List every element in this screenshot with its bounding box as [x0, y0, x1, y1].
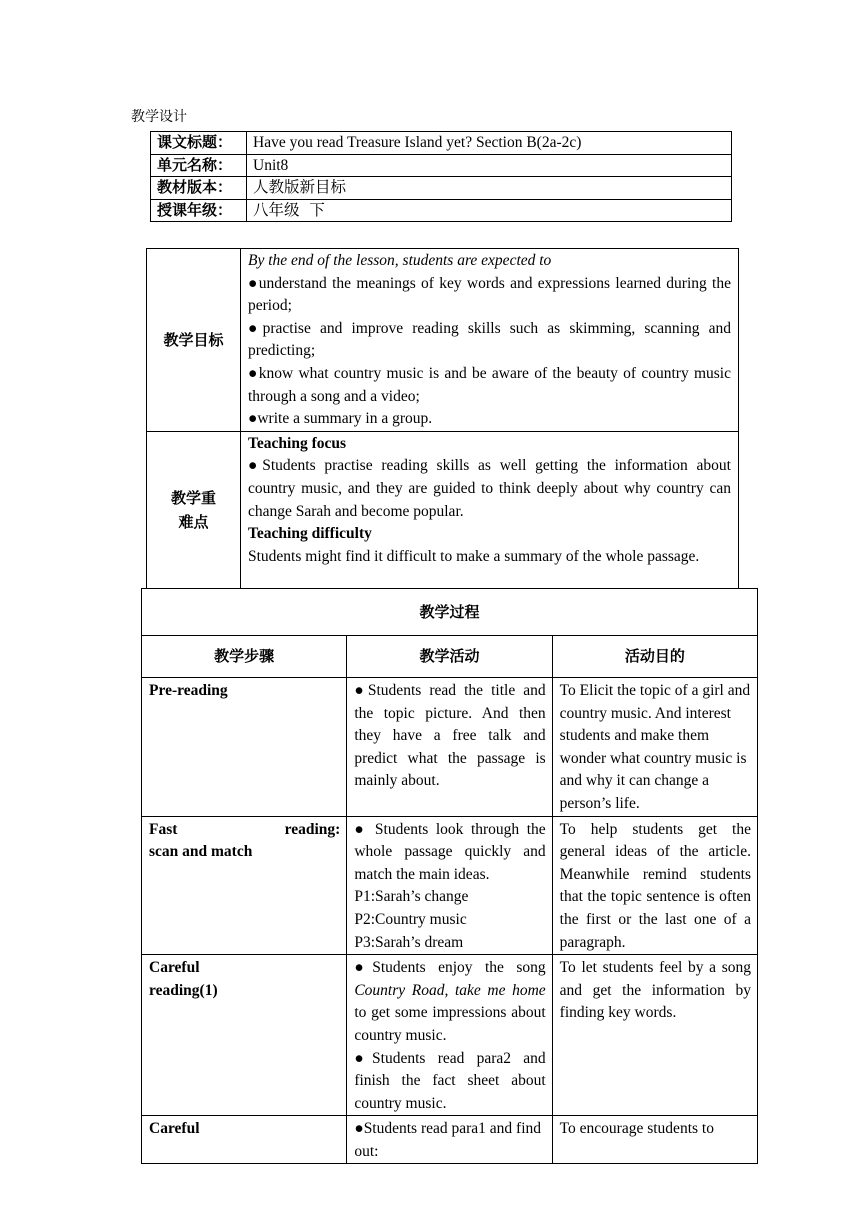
objective-item: ●know what country music is and be aware of the beauty of country music through a song and a video; — [248, 364, 731, 405]
lesson-info-table — [150, 131, 732, 222]
process-header-row — [142, 636, 758, 678]
activity-text: ●Students read para1 and find out: — [354, 1120, 542, 1160]
info-value: 八年级 下 — [247, 199, 732, 222]
activity-cell — [347, 1116, 552, 1164]
activity-text-part: ●Students enjoy the song — [354, 959, 546, 977]
step-cell — [142, 955, 347, 1116]
info-value: 人教版新目标 — [247, 177, 732, 200]
info-row-title — [151, 132, 732, 155]
info-label: 课文标题： — [151, 132, 247, 155]
teaching-focus-title: Teaching focus — [248, 434, 347, 452]
purpose-text: To let students feel by a song and get the information by finding key words. — [559, 959, 751, 1022]
header-purpose: 活动目的 — [552, 636, 757, 678]
process-row — [142, 816, 758, 955]
step-label-part: reading: — [284, 820, 341, 838]
purpose-text: To Elicit the topic of a girl and country music. And interest students and make them wonder what country music is and why it can change a person’s life. — [559, 682, 751, 812]
info-row-edition — [151, 177, 732, 200]
info-value: Have you read Treasure Island yet? Section B(2a-2c) — [247, 132, 732, 155]
step-cell — [142, 678, 347, 817]
info-value: Unit8 — [247, 154, 732, 177]
process-row — [142, 1116, 758, 1164]
step-label-part: Fast — [149, 820, 178, 838]
step-cell — [142, 1116, 347, 1164]
key-points-row — [147, 431, 739, 588]
teaching-difficulty-text: Students might find it difficult to make a summary of the whole passage. — [248, 547, 700, 565]
objectives-row — [147, 249, 739, 432]
activity-text — [354, 957, 545, 1047]
activity-cell — [347, 816, 552, 955]
objective-item: ●understand the meanings of key words and expressions learned during the period; — [248, 274, 731, 315]
purpose-cell — [552, 816, 757, 955]
purpose-cell — [552, 955, 757, 1116]
purpose-text: To encourage students to — [559, 1120, 714, 1138]
step-label-line: reading(1) — [149, 981, 218, 999]
activity-cell — [347, 678, 552, 817]
activity-text: ● Students look through the whole passage quickly and match the main ideas. — [354, 820, 546, 883]
objectives-content — [241, 249, 739, 432]
objective-item: ●write a summary in a group. — [248, 410, 433, 428]
activity-text: ●Students read the title and the topic picture. And then they have a free talk and predict what the passage is mainly about. — [354, 682, 546, 790]
process-title-row — [142, 589, 758, 636]
step-label: Careful — [149, 1120, 200, 1138]
objectives-label: 教学目标 — [147, 249, 241, 432]
activity-text: P2:Country music — [354, 910, 467, 928]
process-row — [142, 678, 758, 817]
step-label-line: scan and match — [149, 843, 253, 861]
objectives-intro: By the end of the lesson, students are expected to — [248, 252, 552, 269]
teaching-focus-text: ●Students practise reading skills as well getting the information about country music, and they are guided to think deeply about why country can change Sarah and become popular. — [248, 457, 731, 520]
purpose-cell — [552, 1116, 757, 1164]
header-activity: 教学活动 — [347, 636, 552, 678]
activity-text-part: to get some impressions about country music. — [354, 1004, 546, 1044]
step-label-line: Careful — [149, 959, 200, 977]
activity-text: ●Students read para2 and finish the fact sheet about country music. — [354, 1049, 546, 1112]
purpose-cell — [552, 678, 757, 817]
info-label: 教材版本： — [151, 177, 247, 200]
step-label: Pre-reading — [149, 682, 228, 699]
activity-text: P1:Sarah’s change — [354, 888, 469, 906]
activity-cell — [347, 955, 552, 1116]
header-step: 教学步骤 — [142, 636, 347, 678]
song-title: Country Road, take me home — [354, 981, 546, 999]
info-label: 单元名称： — [151, 154, 247, 177]
teaching-process-table — [141, 588, 758, 1164]
info-label: 授课年级： — [151, 199, 247, 222]
objective-item: ●practise and improve reading skills such as skimming, scanning and predicting; — [248, 319, 731, 360]
activity-text: P3:Sarah’s dream — [354, 933, 464, 951]
process-row — [142, 955, 758, 1116]
step-cell — [142, 816, 347, 955]
objectives-table — [146, 248, 739, 589]
info-row-unit — [151, 154, 732, 177]
key-points-label: 教学重难点 — [147, 431, 241, 588]
step-label-line — [149, 819, 340, 842]
document-heading: 教学设计 — [131, 109, 187, 125]
purpose-text: To help students get the general ideas of the article. Meanwhile remind students that the topic sentence is often the first or the last one of a paragraph. — [559, 820, 751, 951]
key-points-content — [241, 431, 739, 588]
info-row-grade — [151, 199, 732, 222]
teaching-difficulty-title: Teaching difficulty — [248, 525, 372, 543]
process-title: 教学过程 — [142, 589, 758, 636]
